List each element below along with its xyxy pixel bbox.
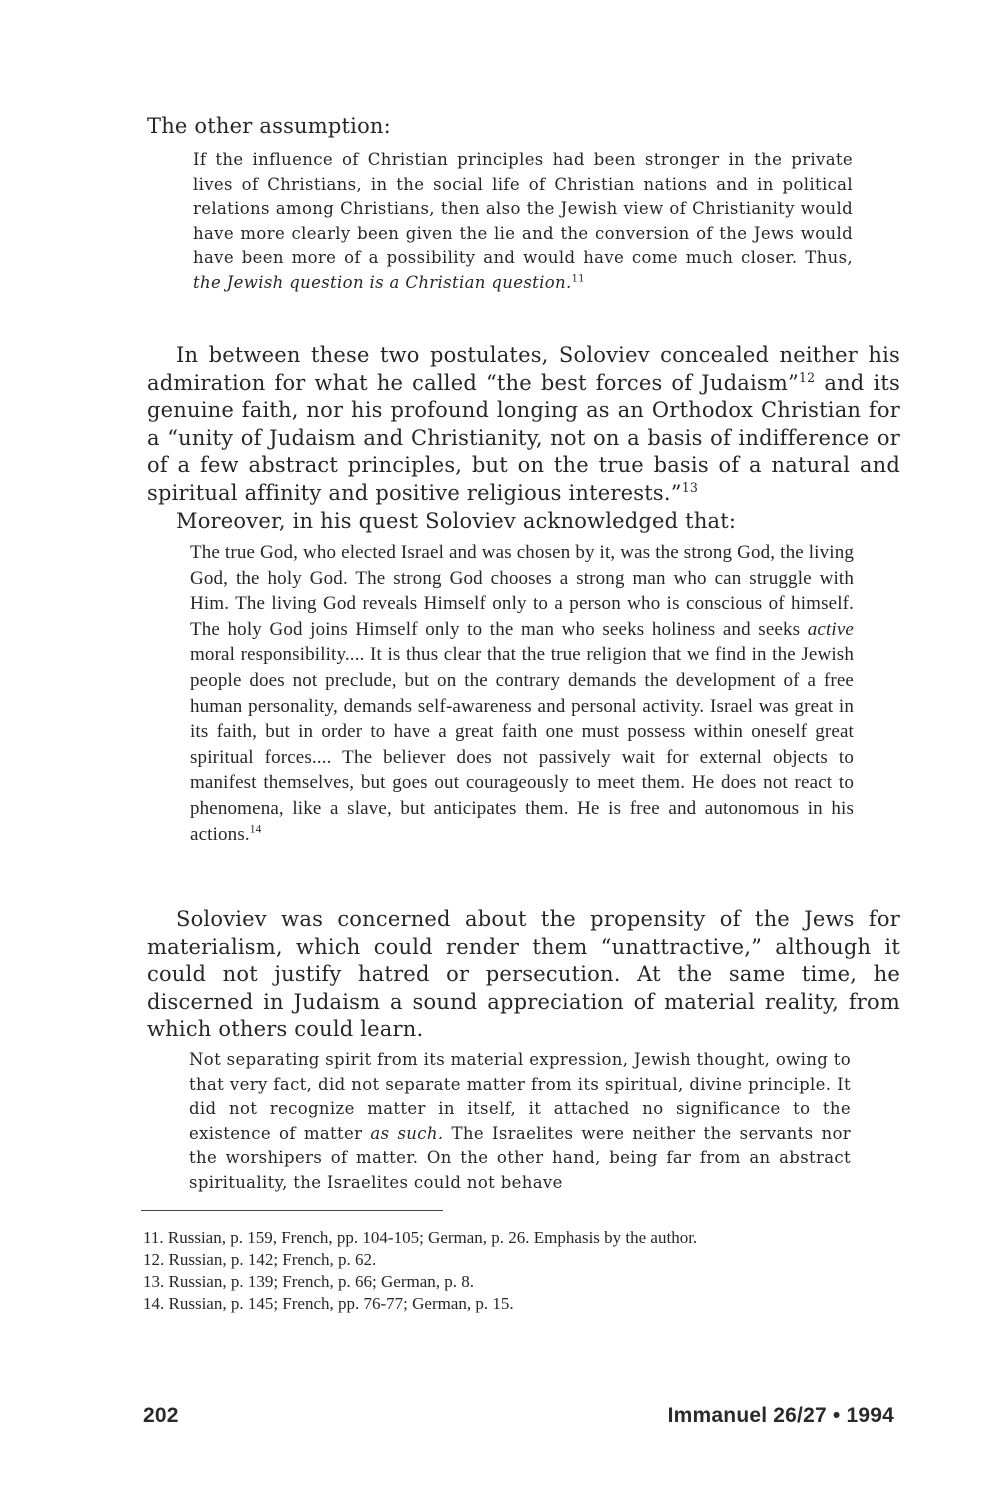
block-quote-3 bbox=[189, 1048, 851, 1196]
quote-2-text-b: moral responsibility.... It is thus clear that the true religion that we find in the Jewish people does not preclude, but on the contrary demands the development of a free human personality, demands self-awareness and personal activity. Israel was great in its faith, but in order to have a great faith one must possess within oneself great spiritual forces.... The believer does not passively wait for external objects to manifest themselves, but goes out courageously to meet them. He does not react to phenomena, like a slave, but anticipates them. He is free and autonomous in his actions. bbox=[190, 644, 854, 845]
paragraph-2: Moreover, in his quest Soloviev acknowledged that: bbox=[176, 509, 737, 533]
paragraph-1-text-b: and its genuine faith, nor his profound longing as an Orthodox Christian for a “unity of Judaism and Christianity, not on a basis of indifference or of a few abstract principles, but on the true basis of a natural and spiritual affinity and positive religious interests.” bbox=[147, 370, 900, 505]
footnote-ref-12: 12 bbox=[798, 369, 816, 385]
quote-3-emphasis: as such. bbox=[370, 1123, 444, 1143]
quote-3-text-b: The Israelites were neither the servants nor the worshipers of matter. On the other hand, being far from an abstract spirituality, the Israelites could not behave bbox=[189, 1123, 851, 1192]
block-quote-1 bbox=[193, 148, 853, 296]
quote-2-emphasis: active bbox=[807, 618, 854, 640]
footnote-11: 11. Russian, p. 159, French, pp. 104-105; German, p. 26. Emphasis by the author. bbox=[143, 1228, 698, 1247]
paragraph-3: Soloviev was concerned about the propensity of the Jews for materialism, which could render them “unattractive,” although it could not justify hatred or persecution. At the same time, he discerned in Judaism a sound appreciation of material reality, from which others could learn. bbox=[147, 907, 900, 1042]
quote-2-text-a: The true God, who elected Israel and was chosen by it, was the strong God, the living God, the holy God. The strong God chooses a strong man who can struggle with Him. The living God reveals Himself only to a person who is conscious of himself. The holy God joins Himself only to the man who seeks holiness and seeks bbox=[190, 542, 854, 640]
quote-3-text-a: Not separating spirit from its material expression, Jewish thought, owing to that very fact, did not separate matter from its spiritual, divine principle. It did not recognize matter in itself, it attached no significance to the existence of matter bbox=[189, 1050, 851, 1143]
footnote-12: 12. Russian, p. 142; French, p. 62. bbox=[143, 1250, 377, 1269]
footnote-ref-14: 14 bbox=[249, 823, 262, 836]
footnote-ref-11: 11 bbox=[571, 273, 585, 285]
footnote-divider bbox=[141, 1210, 443, 1211]
footnotes bbox=[143, 1227, 903, 1315]
quote-1-text: If the influence of Christian principles had been stronger in the private lives of Christians, in the social life of Christian nations and in political relations among Christians, then also the Jewish view of Christianity would have more clearly been given the lie and the conversion of the Jews would have been more of a possibility and would have come much closer. Thus, bbox=[193, 150, 853, 268]
section-heading: The other assumption: bbox=[147, 114, 391, 138]
footnote-13: 13. Russian, p. 139; French, p. 66; German, p. 8. bbox=[143, 1272, 474, 1291]
block-quote-2 bbox=[190, 540, 854, 847]
footnote-ref-13: 13 bbox=[681, 479, 699, 495]
footnote-14: 14. Russian, p. 145; French, pp. 76-77; German, p. 15. bbox=[143, 1294, 514, 1313]
quote-1-emphasis: the Jewish question is a Christian question. bbox=[193, 272, 572, 292]
paragraph-1-text-a: In between these two postulates, Soloviev concealed neither his admiration for what he called “the best forces of Judaism” bbox=[147, 343, 900, 395]
paragraph-1 bbox=[147, 342, 900, 508]
page-number: 202 bbox=[143, 1404, 179, 1427]
running-footer: Immanuel 26/27 • 1994 bbox=[667, 1404, 894, 1427]
